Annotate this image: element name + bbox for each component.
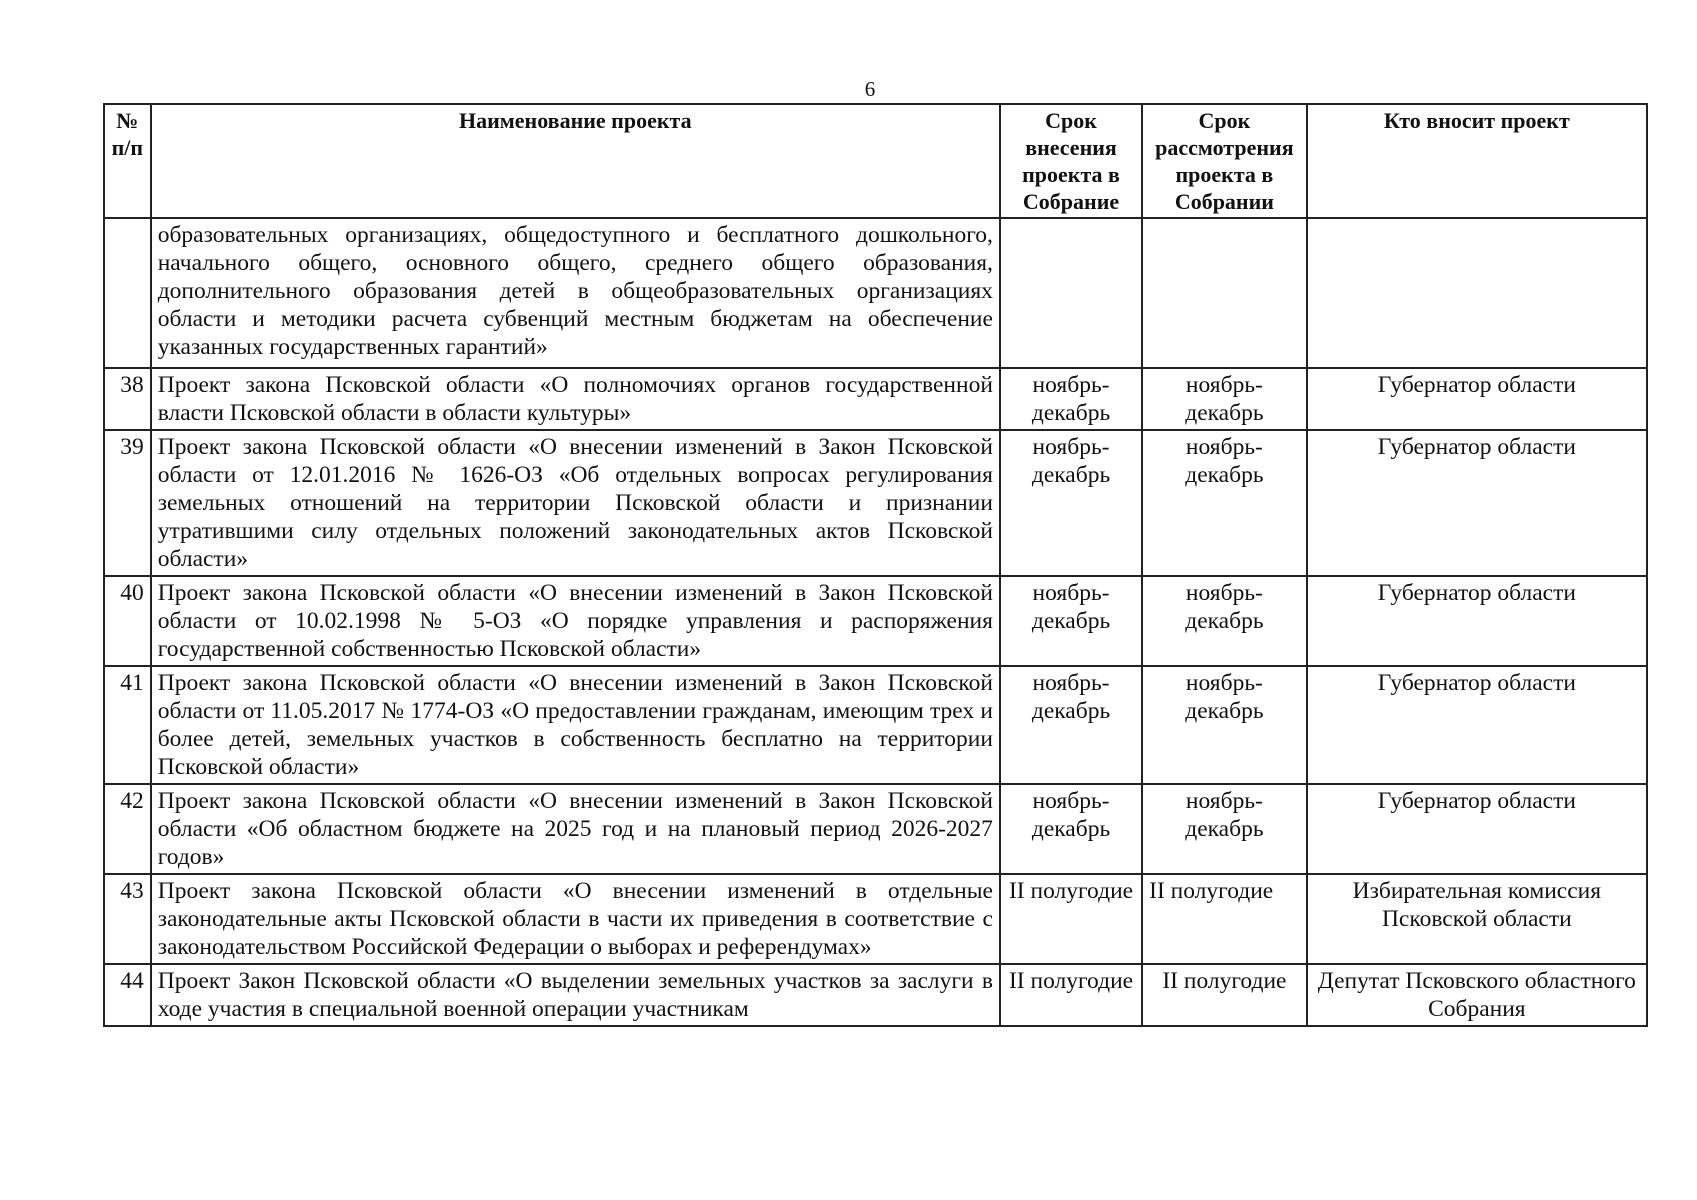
row-review-term: II полугодие <box>1142 964 1307 1026</box>
row-submitter: Губернатор области <box>1307 576 1647 666</box>
header-intro-term: Срок внесения проекта в Собрание <box>1000 104 1142 218</box>
header-review-term: Срок рассмотрения проекта в Собрании <box>1142 104 1307 218</box>
table-header-row <box>104 104 1647 218</box>
row-name: Проект закона Псковской области «О внесении изменений в Закон Псковской области от 10.02.1998 № 5-ОЗ «О порядке управления и распоряжения государственной собственностью Псковской области» <box>151 576 1000 666</box>
row-name: Проект Закон Псковской области «О выделении земельных участков за заслуги в ходе участия в специальной военной операции участникам <box>151 964 1000 1026</box>
row-submitter <box>1307 218 1647 368</box>
row-name: Проект закона Псковской области «О внесении изменений в Закон Псковской области «Об областном бюджете на 2025 год и на плановый период 2026-2027 годов» <box>151 784 1000 874</box>
table-row <box>104 784 1647 874</box>
table-row <box>104 964 1647 1026</box>
row-intro-term: II полугодие <box>1000 874 1142 964</box>
row-submitter: Губернатор области <box>1307 784 1647 874</box>
row-num: 41 <box>104 666 151 784</box>
row-num: 39 <box>104 430 151 576</box>
row-submitter: Губернатор области <box>1307 368 1647 430</box>
table-row <box>104 874 1647 964</box>
row-intro-term: II полугодие <box>1000 964 1142 1026</box>
row-intro-term <box>1000 218 1142 368</box>
row-name: Проект закона Псковской области «О внесении изменений в Закон Псковской области от 12.01.2016 № 1626-ОЗ «Об отдельных вопросах регулирования земельных отношений на территории Псковской области и признании утратившими силу отдельных положений законодательных актов Псковской области» <box>151 430 1000 576</box>
row-num: 38 <box>104 368 151 430</box>
row-name: Проект закона Псковской области «О полномочиях органов государственной власти Псковской области в области культуры» <box>151 368 1000 430</box>
row-name: Проект закона Псковской области «О внесении изменений в Закон Псковской области от 11.05.2017 № 1774-ОЗ «О предоставлении гражданам, имеющим трех и более детей, земельных участков в собственность бесплатно на территории Псковской области» <box>151 666 1000 784</box>
header-submitter: Кто вносит проект <box>1307 104 1647 218</box>
row-submitter: Губернатор области <box>1307 666 1647 784</box>
row-name: образовательных организациях, общедоступного и бесплатного дошкольного, начального общего, основного общего, среднего общего образования, дополнительного образования детей в общеобразовательных организациях области и методики расчета субвенций местным бюджетам на обеспечение указанных государственных гарантий» <box>151 218 1000 368</box>
row-name: Проект закона Псковской области «О внесении изменений в отдельные законодательные акты Псковской области в части их приведения в соответствие с законодательством Российской Федерации о выборах и референдумах» <box>151 874 1000 964</box>
header-num: № п/п <box>104 104 151 218</box>
row-submitter: Губернатор области <box>1307 430 1647 576</box>
row-num: 44 <box>104 964 151 1026</box>
page-number: 6 <box>864 77 876 101</box>
row-intro-term: ноябрь-декабрь <box>1000 784 1142 874</box>
table-row <box>104 666 1647 784</box>
table-row <box>104 576 1647 666</box>
row-num <box>104 218 151 368</box>
row-intro-term: ноябрь-декабрь <box>1000 666 1142 784</box>
row-intro-term: ноябрь-декабрь <box>1000 576 1142 666</box>
row-review-term: ноябрь-декабрь <box>1142 576 1307 666</box>
row-num: 40 <box>104 576 151 666</box>
header-name: Наименование проекта <box>151 104 1000 218</box>
row-submitter: Избирательная комиссия Псковской области <box>1307 874 1647 964</box>
row-num: 42 <box>104 784 151 874</box>
row-review-term: II полугодие <box>1142 874 1307 964</box>
row-review-term: ноябрь-декабрь <box>1142 430 1307 576</box>
row-intro-term: ноябрь-декабрь <box>1000 368 1142 430</box>
legislative-plan-table <box>103 103 1648 1027</box>
table-row <box>104 368 1647 430</box>
row-submitter: Депутат Псковского областного Собрания <box>1307 964 1647 1026</box>
row-review-term: ноябрь-декабрь <box>1142 368 1307 430</box>
row-review-term: ноябрь-декабрь <box>1142 784 1307 874</box>
row-review-term: ноябрь-декабрь <box>1142 666 1307 784</box>
table-row <box>104 430 1647 576</box>
row-num: 43 <box>104 874 151 964</box>
table-row <box>104 218 1647 368</box>
row-review-term <box>1142 218 1307 368</box>
row-intro-term: ноябрь-декабрь <box>1000 430 1142 576</box>
